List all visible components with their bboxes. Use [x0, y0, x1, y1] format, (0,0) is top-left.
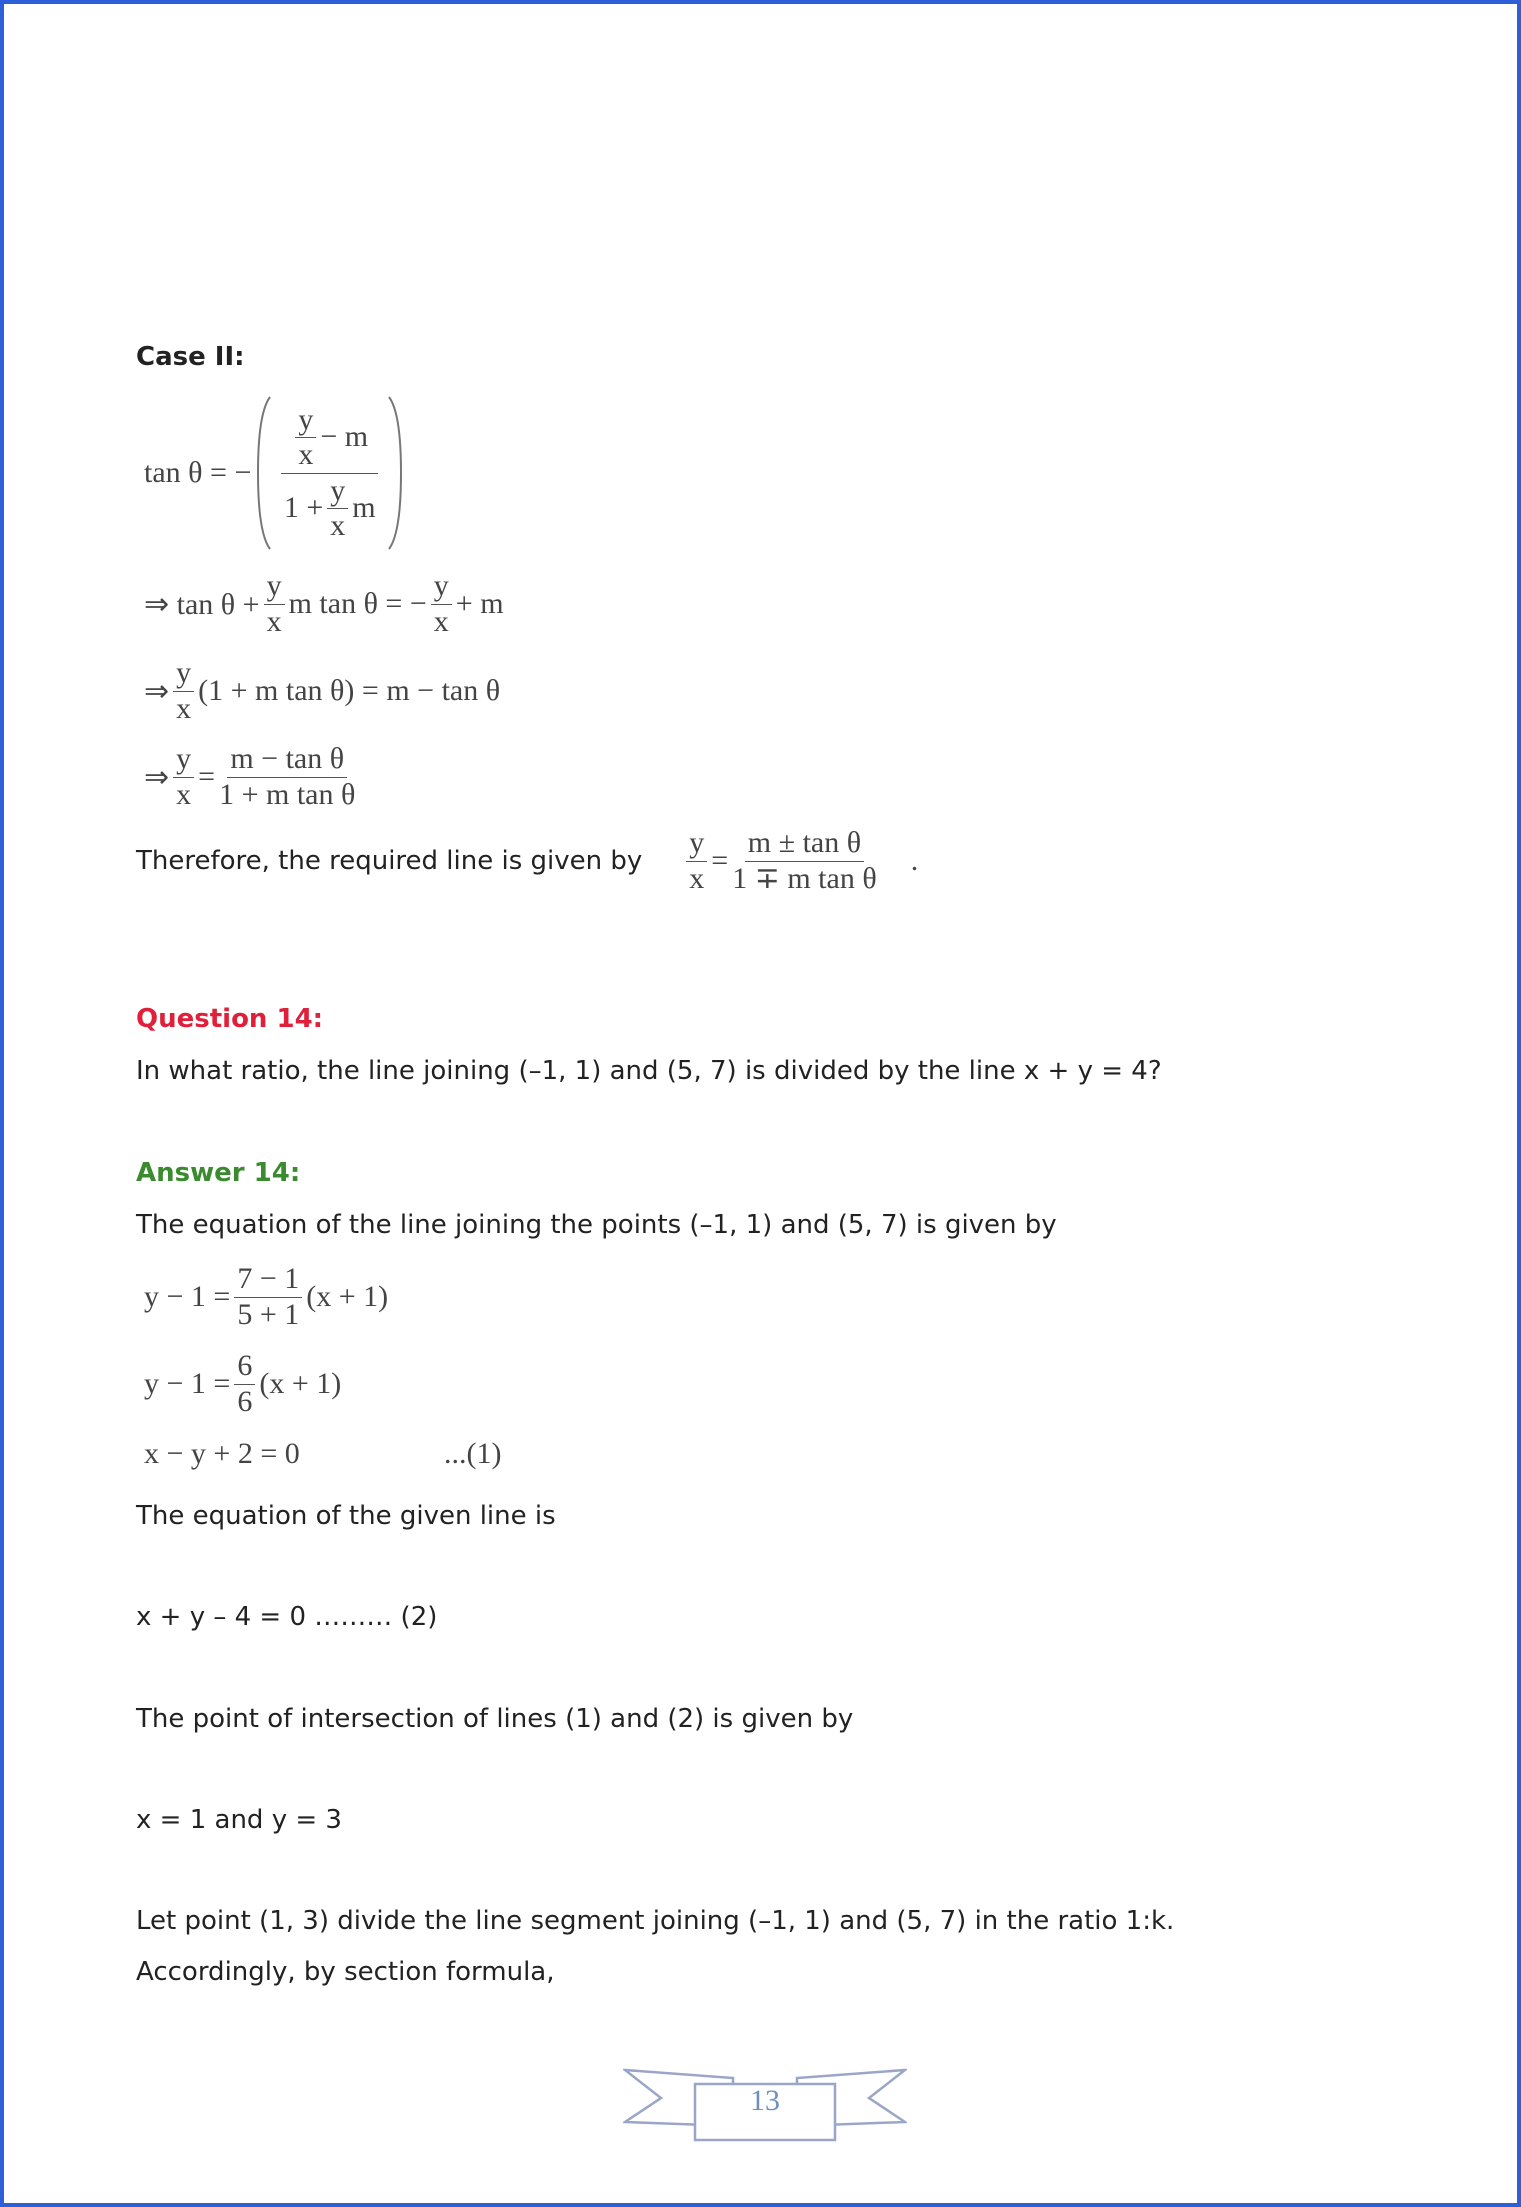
eq-text: x — [298, 438, 314, 471]
equation-2 — [144, 569, 504, 639]
fraction — [281, 403, 378, 544]
case-heading: Case II: — [136, 342, 245, 372]
eq-text: x — [433, 604, 449, 638]
eq-text: m − tan θ — [227, 742, 347, 778]
page-number: 13 — [750, 2084, 780, 2117]
eq-text: 1 + m tan θ — [219, 777, 356, 811]
eq-text: 5 + 1 — [237, 1297, 300, 1331]
eq-text: 1 + — [283, 491, 324, 525]
eq-text: x — [266, 604, 282, 638]
eq-text: tan θ = − — [144, 456, 252, 489]
eq-text: (x + 1) — [306, 1280, 389, 1313]
given-line-text: The equation of the given line is — [136, 1501, 556, 1531]
eq-text: y − 1 = — [144, 1367, 231, 1400]
equation-1 — [144, 389, 408, 557]
eq-text: y — [295, 403, 316, 439]
eq-text: 6 — [237, 1384, 253, 1418]
eq-text: y — [327, 474, 348, 510]
eq-text: x — [330, 509, 346, 542]
eq-text: = — [711, 844, 729, 877]
eq-text: 6 — [234, 1349, 255, 1385]
eq-text: m tan θ = − — [288, 587, 427, 620]
eq-text: x — [689, 861, 705, 895]
eq-text: x − y + 2 = 0 — [144, 1437, 300, 1470]
eq-text: − m — [320, 420, 369, 454]
therefore-text: Therefore, the required line is given by — [136, 846, 643, 876]
eq-text: ⇒ — [144, 674, 170, 708]
eq-text: ⇒ tan θ + — [144, 587, 260, 621]
final-equation — [682, 826, 918, 896]
right-paren — [386, 393, 404, 553]
eq-text: y — [173, 742, 194, 778]
eq-text: (x + 1) — [259, 1367, 342, 1400]
eq-text: (1 + m tan θ) = m − tan θ — [198, 674, 501, 707]
given-line-equation: x + y – 4 = 0 ……… (2) — [136, 1602, 438, 1632]
answer-equation-3 — [144, 1437, 501, 1471]
intersection-result: x = 1 and y = 3 — [136, 1805, 342, 1835]
eq-text: y — [173, 656, 194, 692]
intersection-text: The point of intersection of lines (1) and (2) is given by — [136, 1704, 854, 1734]
eq-text: 1 ∓ m tan θ — [732, 861, 877, 895]
equation-4 — [144, 742, 359, 812]
question-heading: Question 14: — [136, 1004, 324, 1034]
eq-text: m ± tan θ — [745, 826, 864, 862]
eq-text: y — [431, 569, 452, 605]
eq-text: 7 − 1 — [234, 1262, 302, 1298]
eq-text: + m — [455, 587, 504, 620]
equation-3 — [144, 656, 500, 726]
eq-text: m — [352, 491, 376, 525]
eq-text: x — [176, 691, 192, 725]
ratio-text: Let point (1, 3) divide the line segment joining (–1, 1) and (5, 7) in the ratio 1:k. — [136, 1906, 1175, 1936]
answer-equation-2 — [144, 1349, 341, 1419]
therefore-row — [136, 826, 918, 896]
answer-intro: The equation of the line joining the points (–1, 1) and (5, 7) is given by — [136, 1210, 1057, 1240]
answer-equation-1 — [144, 1262, 388, 1332]
question-text: In what ratio, the line joining (–1, 1) and (5, 7) is divided by the line x + y = 4? — [136, 1056, 1162, 1086]
eq-text: ⇒ — [144, 760, 170, 794]
eq-text: y — [686, 826, 707, 862]
answer-heading: Answer 14: — [136, 1158, 301, 1188]
eq-text: y — [264, 569, 285, 605]
page-number-banner — [623, 2062, 907, 2146]
eq-text: y − 1 = — [144, 1280, 231, 1313]
eq-tag: ...(1) — [444, 1437, 502, 1470]
eq-text: . — [910, 844, 919, 877]
eq-text: x — [176, 777, 192, 811]
section-formula-text: Accordingly, by section formula, — [136, 1957, 555, 1987]
eq-text: = — [198, 760, 216, 793]
left-paren — [255, 393, 273, 553]
